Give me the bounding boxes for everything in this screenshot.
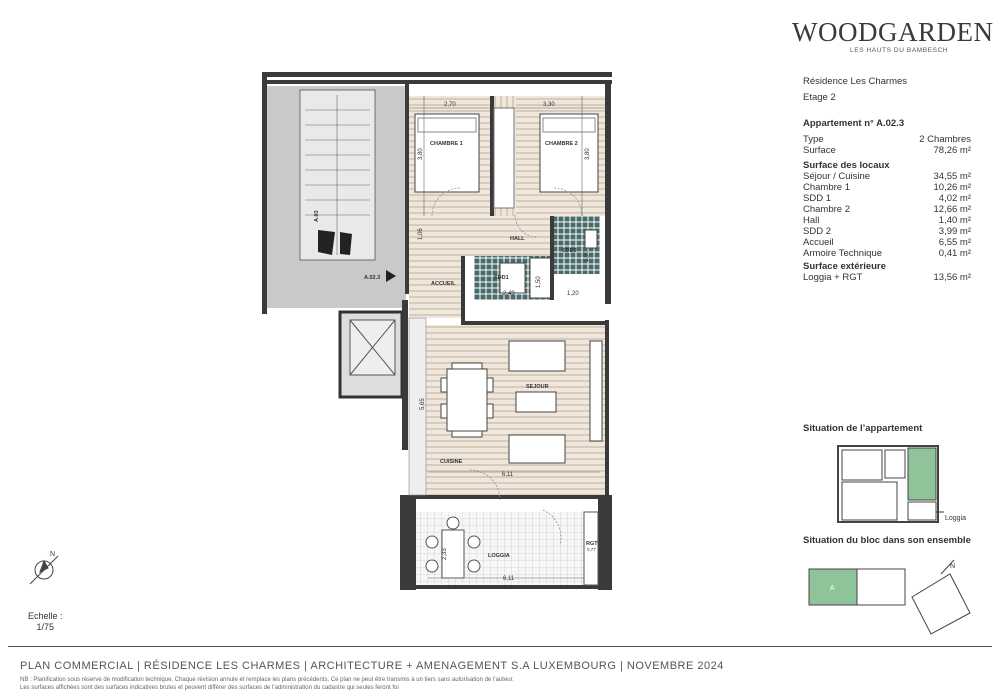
- sdd2-toilet: [585, 230, 597, 248]
- room-area: 4,02 m²: [938, 193, 971, 204]
- label-chambre2: CHAMBRE 2: [545, 141, 578, 147]
- situation-apartment-map: [838, 446, 944, 522]
- label-chambre1: CHAMBRE 1: [430, 141, 463, 147]
- room-row: [803, 226, 971, 237]
- dim-330: 3,30: [543, 102, 555, 108]
- floor-name: Etage 2: [803, 92, 836, 103]
- exterior-heading: Surface extérieure: [803, 261, 886, 272]
- room-area: 6,55 m²: [938, 237, 971, 248]
- room-area: 1,40 m²: [938, 215, 971, 226]
- room-row: [803, 171, 971, 182]
- footer-title: PLAN COMMERCIAL | RÉSIDENCE LES CHARMES | ARCHITECTURE + AMENAGEMENT S.A LUXEMBOURG | NOVEMBRE 2024: [20, 660, 724, 672]
- block-label: A: [830, 585, 835, 592]
- room-name: Armoire Technique: [803, 248, 883, 259]
- accueil-floor: [409, 256, 461, 318]
- footer-note-2: Les surfaces affichées sont des surfaces indicatives brutes et peuvent différer des surfaces de l’administration du cadastre qui seules feront foi: [20, 684, 399, 691]
- room-row: [803, 215, 971, 226]
- loggia-caption: Loggia: [945, 515, 967, 522]
- compass-icon: [30, 556, 58, 584]
- block-compass-north: N: [950, 563, 956, 570]
- footer-note-1: NB : Planification sous réserve de modification technique. Chaque révision annule et remplace les plans précédents. Ce plan ne peut être transmis à un tiers sans autorisation de l’auteur.: [20, 677, 514, 683]
- residence-name: Résidence Les Charmes: [803, 76, 908, 87]
- dim-106: 1,06: [418, 228, 424, 240]
- info-panel: [803, 76, 971, 283]
- dim-380b: 3,80: [585, 148, 591, 160]
- room-name: SDD 1: [803, 193, 831, 204]
- room-row: [803, 204, 971, 215]
- dim-233: 2,33: [442, 548, 448, 560]
- brand-block: [792, 17, 994, 54]
- situation-block-map: [809, 560, 970, 634]
- room-name: Séjour / Cuisine: [803, 171, 871, 182]
- room-name: SDD 2: [803, 226, 831, 237]
- label-rgt-area: 0,77: [587, 547, 596, 552]
- dim-150: 1,50: [536, 276, 542, 288]
- brand-subtitle: LES HAUTS DU BAMBESCH: [850, 47, 949, 54]
- room-name: Chambre 2: [803, 204, 850, 215]
- label-loggia: LOGGIA: [488, 553, 510, 559]
- dim-611a: 6,11: [502, 472, 514, 478]
- dim-120: 1,20: [567, 291, 579, 297]
- label-stair: A.03: [314, 210, 320, 222]
- surface-label: Surface: [803, 145, 836, 156]
- exterior-name: Loggia + RGT: [803, 272, 863, 283]
- label-sdd2: SDD2: [562, 248, 577, 254]
- hall-floor: [409, 216, 554, 256]
- label-hall: HALL: [510, 236, 525, 242]
- exterior-area: 13,56 m²: [933, 272, 971, 283]
- bed-1: [415, 114, 479, 192]
- exterior-row: [803, 272, 971, 283]
- label-rgt: RGT: [586, 541, 598, 547]
- footer-divider: [8, 646, 992, 647]
- label-unit: A.02.3: [364, 275, 381, 281]
- type-value: 2 Chambres: [919, 134, 971, 145]
- room-area: 0,41 m²: [938, 248, 971, 259]
- elevator: [340, 312, 402, 397]
- room-row: [803, 248, 971, 259]
- room-row: [803, 193, 971, 204]
- brand-name: WOODGARDEN: [792, 17, 994, 47]
- dim-611b: 6,11: [503, 576, 515, 582]
- label-cuisine: CUISINE: [440, 459, 463, 465]
- footer-notes: [20, 677, 720, 692]
- room-row: [803, 237, 971, 248]
- situation-block-title: Situation du bloc dans son ensemble: [803, 535, 971, 546]
- room-row: [803, 182, 971, 193]
- apartment-title: Appartement n° A.02.3: [803, 118, 905, 129]
- situation-apartment-title: Situation de l’appartement: [803, 423, 923, 434]
- compass-north: N: [50, 551, 56, 558]
- dim-249: 2,49: [503, 291, 515, 297]
- surface-row: [803, 145, 971, 156]
- scale-value: 1/75: [36, 622, 55, 632]
- type-row: [803, 134, 971, 145]
- label-sdd1: SDD1: [494, 275, 509, 281]
- room-name: Accueil: [803, 237, 834, 248]
- scale-label: Echelle :: [28, 611, 63, 621]
- room-area: 3,99 m²: [938, 226, 971, 237]
- label-sejour: SEJOUR: [526, 384, 549, 390]
- wardrobe-1: [494, 108, 514, 208]
- room-area: 34,55 m²: [933, 171, 971, 182]
- dim-380a: 3,80: [418, 148, 424, 160]
- surface-value: 78,26 m²: [933, 145, 971, 156]
- scale: [28, 611, 63, 633]
- label-accueil: ACCUEIL: [431, 281, 456, 287]
- room-area: 10,26 m²: [933, 182, 971, 193]
- dim-565: 5,65: [420, 398, 426, 410]
- type-label: Type: [803, 134, 824, 145]
- stairwell: [266, 86, 406, 308]
- dim-270: 2,70: [444, 102, 456, 108]
- room-name: Hall: [803, 215, 820, 226]
- room-name: Chambre 1: [803, 182, 850, 193]
- room-area: 12,66 m²: [933, 204, 971, 215]
- dim-180: 1,80: [584, 250, 590, 262]
- rooms-heading: Surface des locaux: [803, 160, 890, 171]
